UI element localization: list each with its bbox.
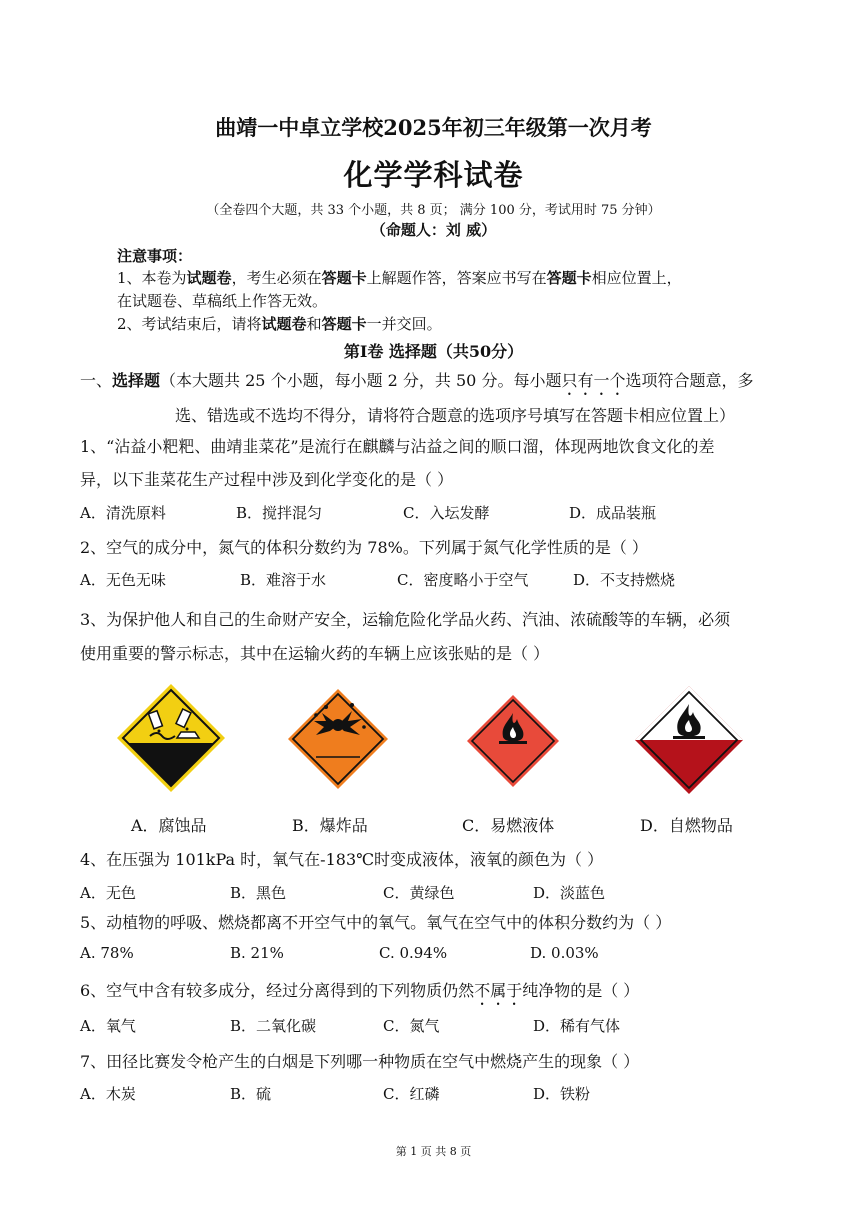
q3-option-d: D．自燃物品 — [640, 816, 733, 835]
exam-title: 化学学科试卷 — [343, 158, 524, 192]
q2-option-c: C．密度略小于空气 — [397, 571, 529, 589]
q5-option-d: D. 0.03% — [530, 944, 599, 962]
q5-option-a: A. 78% — [80, 944, 134, 962]
q3-option-a: A．腐蚀品 — [131, 816, 207, 835]
q4-option-b: B．黑色 — [230, 884, 287, 902]
section-intro-2: 选、错选或不选均不得分，请将符合题意的选项序号填写在答题卡相应位置上） — [175, 406, 736, 425]
q7-option-b: B．硫 — [230, 1085, 272, 1103]
q4-option-d: D．淡蓝色 — [533, 884, 606, 902]
spontaneous-combustion-sign-icon — [633, 684, 745, 796]
page-number: 第 1 页 共 8 页 — [395, 1145, 472, 1158]
school-title: 曲靖一中卓立学校2025年初三年级第一次月考 — [215, 115, 652, 140]
q5-option-b: B. 21% — [230, 944, 284, 962]
q1-option-d: D．成品装瓶 — [569, 504, 657, 522]
notes-heading: 注意事项： — [117, 247, 193, 265]
question-1-line-1: 1、“沾益小粑粑、曲靖韭菜花”是流行在麒麟与沾益之间的顺口溜，体现两地饮食文化的差 — [80, 437, 715, 456]
q5-option-c: C. 0.94% — [379, 944, 448, 962]
q1-option-a: A．清洗原料 — [80, 504, 166, 522]
q4-option-c: C．黄绿色 — [383, 884, 455, 902]
note-line-1: 1、本卷为试题卷，考生必须在答题卡上解题作答，答案应书写在答题卡相应位置上， — [117, 269, 682, 287]
q6-option-b: B．二氧化碳 — [230, 1017, 317, 1035]
section-intro-1: 一、选择题（本大题共 25 个小题，每小题 2 分，共 50 分。每小题只有一个选项符合题意，多 — [80, 371, 754, 390]
question-3-line-2: 使用重要的警示标志，其中在运输火药的车辆上应该张贴的是（ ） — [80, 644, 550, 663]
exam-info: （全卷四个大题，共 33 个小题，共 8 页； 满分 100 分，考试用时 75 分钟） — [206, 203, 661, 218]
question-6: 6、空气中含有较多成分，经过分离得到的下列物质仍然不属于纯净物的是（ ） — [80, 981, 640, 1000]
q2-option-a: A．无色无味 — [80, 571, 166, 589]
q3-option-b: B．爆炸品 — [292, 816, 368, 835]
explosive-sign-icon — [286, 687, 390, 791]
q2-option-d: D．不支持燃烧 — [573, 571, 676, 589]
q1-option-b: B．搅拌混匀 — [236, 504, 323, 522]
q6-option-a: A．氧气 — [80, 1017, 136, 1035]
note-line-2: 在试题卷、草稿纸上作答无效。 — [117, 292, 328, 310]
q7-option-c: C．红磷 — [383, 1085, 440, 1103]
question-3-line-1: 3、为保护他人和自己的生命财产安全，运输危险化学品火药、汽油、浓硫酸等的车辆，必须 — [80, 610, 731, 629]
q3-option-c: C．易燃液体 — [462, 816, 555, 835]
question-4: 4、在压强为 101kPa 时，氧气在-183℃时变成液体，液氧的颜色为（ ） — [80, 850, 604, 869]
section-title: 第Ⅰ卷 选择题（共50分） — [343, 342, 524, 361]
note-line-3: 2、考试结束后，请将试题卷和答题卡一并交回。 — [117, 315, 442, 333]
q1-option-c: C．入坛发酵 — [403, 504, 490, 522]
q2-option-b: B．难溶于水 — [240, 571, 327, 589]
question-2: 2、空气的成分中，氮气的体积分数约为 78%。下列属于氮气化学性质的是（ ） — [80, 538, 648, 557]
question-1-line-2: 异，以下韭菜花生产过程中涉及到化学变化的是（ ） — [80, 470, 454, 489]
question-7: 7、田径比赛发令枪产生的白烟是下列哪一种物质在空气中燃烧产生的现象（ ） — [80, 1052, 640, 1071]
author-line: （命题人：刘 威） — [370, 221, 497, 239]
corrosive-sign-icon — [115, 682, 227, 794]
flammable-liquid-sign-icon — [465, 693, 561, 789]
q7-option-a: A．木炭 — [80, 1085, 136, 1103]
q4-option-a: A．无色 — [80, 884, 136, 902]
q7-option-d: D．铁粉 — [533, 1085, 591, 1103]
q6-option-d: D．稀有气体 — [533, 1017, 621, 1035]
q6-option-c: C．氮气 — [383, 1017, 440, 1035]
question-5: 5、动植物的呼吸、燃烧都离不开空气中的氧气。氧气在空气中的体积分数约为（ ） — [80, 913, 672, 932]
